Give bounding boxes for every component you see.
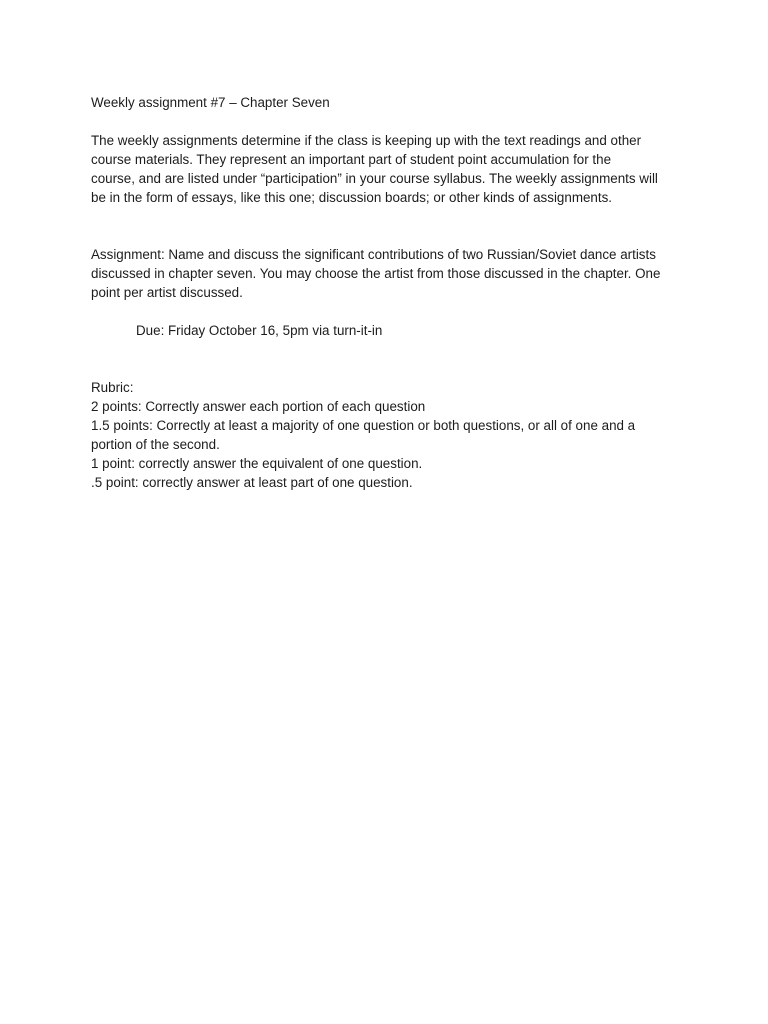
assignment-line: Assignment: Name and discuss the significant contributions of two Russian/Soviet dance artists (91, 247, 656, 262)
rubric-line: 1 point: correctly answer the equivalent of one question. (91, 456, 423, 471)
assignment-line: point per artist discussed. (91, 285, 243, 300)
rubric-line: 2 points: Correctly answer each portion of each question (91, 399, 426, 414)
assignment-line: discussed in chapter seven. You may choose the artist from those discussed in the chapter. One (91, 266, 661, 281)
rubric-line: 1.5 points: Correctly at least a majority of one question or both questions, or all of one and a (91, 418, 636, 433)
rubric-line: portion of the second. (91, 437, 220, 452)
spacer (91, 207, 691, 245)
rubric-section (91, 378, 691, 492)
intro-line: The weekly assignments determine if the class is keeping up with the text readings and other (91, 133, 642, 148)
document-title: Weekly assignment #7 – Chapter Seven (91, 95, 330, 110)
spacer (91, 112, 691, 131)
intro-paragraph (91, 131, 691, 207)
spacer (91, 302, 691, 321)
intro-line: course materials. They represent an important part of student point accumulation for the (91, 152, 612, 167)
rubric-heading: Rubric: (91, 380, 134, 395)
assignment-paragraph (91, 245, 691, 302)
rubric-line: .5 point: correctly answer at least part of one question. (91, 475, 413, 490)
intro-line: be in the form of essays, like this one; discussion boards; or other kinds of assignments. (91, 190, 613, 205)
document-body (91, 93, 691, 492)
intro-line: course, and are listed under “participation” in your course syllabus. The weekly assignments will (91, 171, 658, 186)
spacer (91, 340, 691, 378)
due-date: Due: Friday October 16, 5pm via turn-it-in (136, 323, 383, 338)
